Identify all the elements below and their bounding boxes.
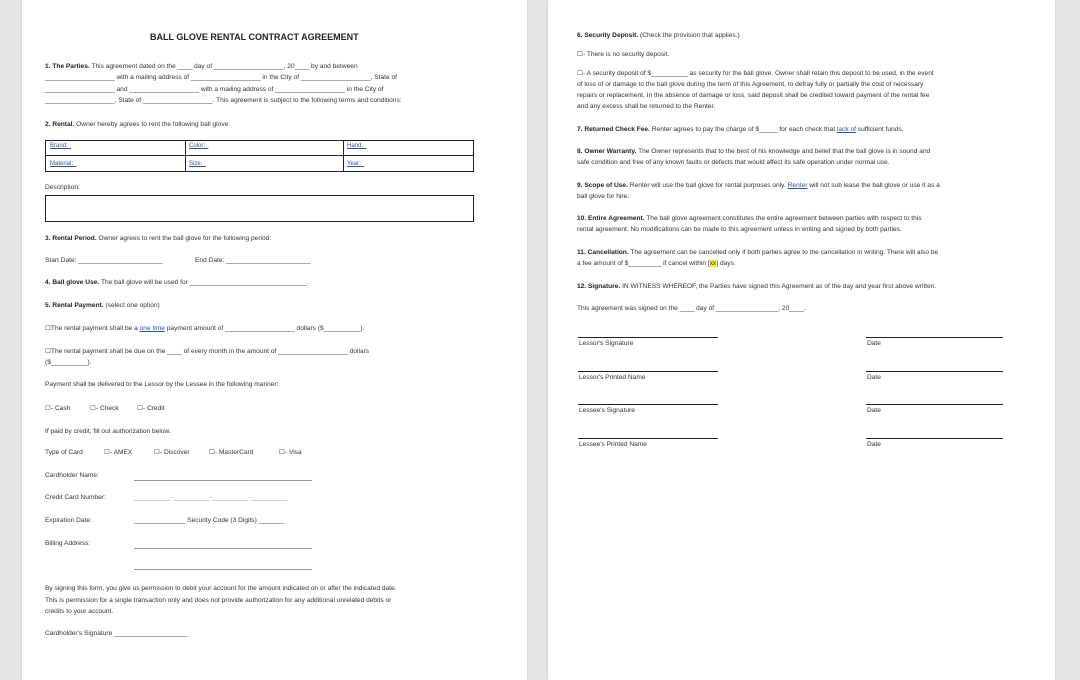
cancellation-clause: 11. Cancellation. The agreement can be cancelled only if both parties agree to the cancellation in writing. There will also be bbox=[577, 249, 939, 256]
year-field[interactable]: Year:_ bbox=[347, 161, 365, 167]
entire-agreement-text: rental agreement. No modifications can be made to this agreement unless in writing and signed by both parties. bbox=[577, 226, 902, 233]
lessor-signature-label: Lessor's Signature bbox=[579, 340, 634, 347]
signed-on-line[interactable]: This agreement was signed on the ____ day of _________________, 20____. bbox=[577, 305, 806, 312]
card-number-field[interactable]: __________-__________-__________-__________ bbox=[134, 494, 288, 501]
deposit-clause: 6. Security Deposit. (Check the provision that applies.) bbox=[577, 32, 740, 39]
date-label: Date bbox=[867, 441, 881, 448]
brand-field[interactable]: Brand:_ bbox=[50, 143, 72, 149]
method-cash-checkbox[interactable]: ☐- Cash bbox=[45, 405, 71, 412]
date-line[interactable] bbox=[866, 371, 1003, 372]
authorization-text: This is permission for a single transaction only and does not provide authorization for any additional unrelated debits or bbox=[45, 597, 392, 604]
payment-clause: 5. Rental Payment. (select one option) bbox=[45, 302, 160, 309]
card-mastercard-checkbox[interactable]: ☐- MasterCard bbox=[209, 449, 254, 456]
cardholder-name-field[interactable] bbox=[134, 480, 312, 481]
warranty-clause: 8. Owner Warranty. The Owner represents that to the best of his knowledge and belief that the ball glove is in sound and bbox=[577, 148, 931, 155]
hand-field[interactable]: Hand:_ bbox=[347, 143, 367, 149]
date-line[interactable] bbox=[866, 438, 1003, 439]
method-credit-checkbox[interactable]: ☐- Credit bbox=[137, 405, 165, 412]
description-box[interactable] bbox=[45, 195, 474, 222]
card-discover-checkbox[interactable]: ☐- Discover bbox=[154, 449, 190, 456]
description-label: Description: bbox=[45, 184, 80, 191]
authorization-text: By signing this form, you give us permission to debit your account for the amount indicated on or after the indicated date. bbox=[45, 585, 397, 592]
color-field[interactable]: Color:_ bbox=[189, 143, 209, 149]
date-label: Date bbox=[867, 340, 881, 347]
period-clause: 3. Rental Period. Owner agrees to rent the ball glove for the following period: bbox=[45, 235, 272, 242]
expiration-label: Expiration Date: bbox=[45, 517, 92, 524]
parties-clause: 1. The Parties. This agreement dated on the ____ day of ___________________, 20____ by and between bbox=[45, 63, 358, 70]
card-type-label: Type of Card bbox=[45, 449, 83, 456]
lessor-signature-line[interactable] bbox=[578, 337, 718, 338]
payment-option-one-time[interactable]: ☐The rental payment shall be a one time payment amount of ___________________ dollars ($__________). bbox=[45, 325, 365, 332]
parties-line: ___________________ with a mailing address of ___________________ in the City of ___________________, State of bbox=[45, 74, 397, 81]
cancellation-text: a fee amount of $_________ if cancel within [xx] days. bbox=[577, 260, 736, 267]
date-label: Date bbox=[867, 374, 881, 381]
parties-line: ___________________ and ___________________ with a mailing address of ___________________ in the City of bbox=[45, 86, 384, 93]
billing-address-field-2[interactable] bbox=[134, 569, 312, 570]
contract-page-2 bbox=[548, 0, 1055, 680]
lessee-printed-name-line[interactable] bbox=[578, 438, 718, 439]
card-amex-checkbox[interactable]: ☐- AMEX bbox=[104, 449, 133, 456]
signature-clause: 12. Signature. IN WITNESS WHEREOF, the Parties have signed this Agreement as of the day and year first above written. bbox=[577, 283, 937, 290]
lessee-printed-name-label: Lessee's Printed Name bbox=[579, 441, 647, 448]
authorization-text: credits to your account. bbox=[45, 608, 114, 615]
billing-label: Billing Address: bbox=[45, 540, 91, 547]
size-field[interactable]: Size:_ bbox=[189, 161, 206, 167]
billing-address-field[interactable] bbox=[134, 548, 312, 549]
date-line[interactable] bbox=[866, 404, 1003, 405]
no-deposit-checkbox[interactable]: ☐- There is no security deposit. bbox=[577, 51, 670, 58]
deposit-text: and any excess shall be returned to the Renter. bbox=[577, 103, 716, 110]
warranty-text: safe condition and free of any known faults or defects that would affect its safe operation under normal use. bbox=[577, 159, 890, 166]
expiration-security-field[interactable]: ______________ Security Code (3 Digits) _______ bbox=[134, 517, 285, 524]
entire-agreement-clause: 10. Entire Agreement. The ball glove agreement constitutes the entire agreement between parties with respect to this bbox=[577, 215, 922, 222]
date-line[interactable] bbox=[866, 337, 1003, 338]
rental-clause: 2. Rental. Owner hereby agrees to rent the following ball glove: bbox=[45, 121, 231, 128]
payment-option-monthly[interactable]: ☐The rental payment shall be due on the ____ of every month in the amount of ___________________ dollars bbox=[45, 348, 370, 355]
scope-text: ball glove for hire. bbox=[577, 193, 630, 200]
deposit-text: repairs or replacement. In the absence of damage or loss, said deposit shall be credited toward payment of the rental fee bbox=[577, 92, 930, 99]
deposit-text: of loss of or damage to the ball glove during the term of this Agreement, to defray fully or partially the cost of necessary bbox=[577, 81, 924, 88]
glove-details-table bbox=[45, 140, 474, 172]
card-visa-checkbox[interactable]: ☐- Visa bbox=[279, 449, 302, 456]
date-label: Date bbox=[867, 407, 881, 414]
scope-clause: 9. Scope of Use. Renter will use the ball glove for rental purposes only. Renter will not sub lease the ball glove or use it as a bbox=[577, 182, 940, 189]
check-fee-clause: 7. Returned Check Fee. Renter agrees to pay the charge of $_____ for each check that lack of sufficient funds. bbox=[577, 126, 904, 133]
delivery-text: Payment shall be delivered to the Lessor by the Lessee in the following manner: bbox=[45, 381, 279, 388]
cardholder-signature[interactable]: Cardholder's Signature ____________________ bbox=[45, 630, 188, 637]
document-title: BALL GLOVE RENTAL CONTRACT AGREEMENT bbox=[150, 32, 359, 42]
method-check-checkbox[interactable]: ☐- Check bbox=[90, 405, 119, 412]
parties-line: ___________________, State of ___________________. This agreement is subject to the following terms and conditions: bbox=[45, 97, 402, 104]
card-number-label: Credit Card Number: bbox=[45, 494, 106, 501]
payment-option-monthly-cont: ($__________). bbox=[45, 359, 92, 366]
end-date[interactable]: End Date: _______________________ bbox=[195, 257, 311, 264]
lessee-signature-line[interactable] bbox=[578, 404, 718, 405]
use-clause: 4. Ball glove Use. The ball glove will be used for ________________________________. bbox=[45, 279, 309, 286]
credit-note: If paid by credit, fill out authorization below. bbox=[45, 428, 171, 435]
deposit-checkbox[interactable]: ☐- A security deposit of $__________ as security for the ball glove. Owner shall retain this deposit to be used, in the event bbox=[577, 70, 934, 77]
lessor-printed-name-label: Lessor's Printed Name bbox=[579, 374, 646, 381]
cardholder-name-label: Cardholder Name: bbox=[45, 472, 99, 479]
material-field[interactable]: Material:_ bbox=[50, 161, 77, 167]
lessor-printed-name-line[interactable] bbox=[578, 371, 718, 372]
start-date[interactable]: Start Date: _______________________ bbox=[45, 257, 163, 264]
contract-page-1 bbox=[22, 0, 527, 680]
lessee-signature-label: Lessee's Signature bbox=[579, 407, 635, 414]
